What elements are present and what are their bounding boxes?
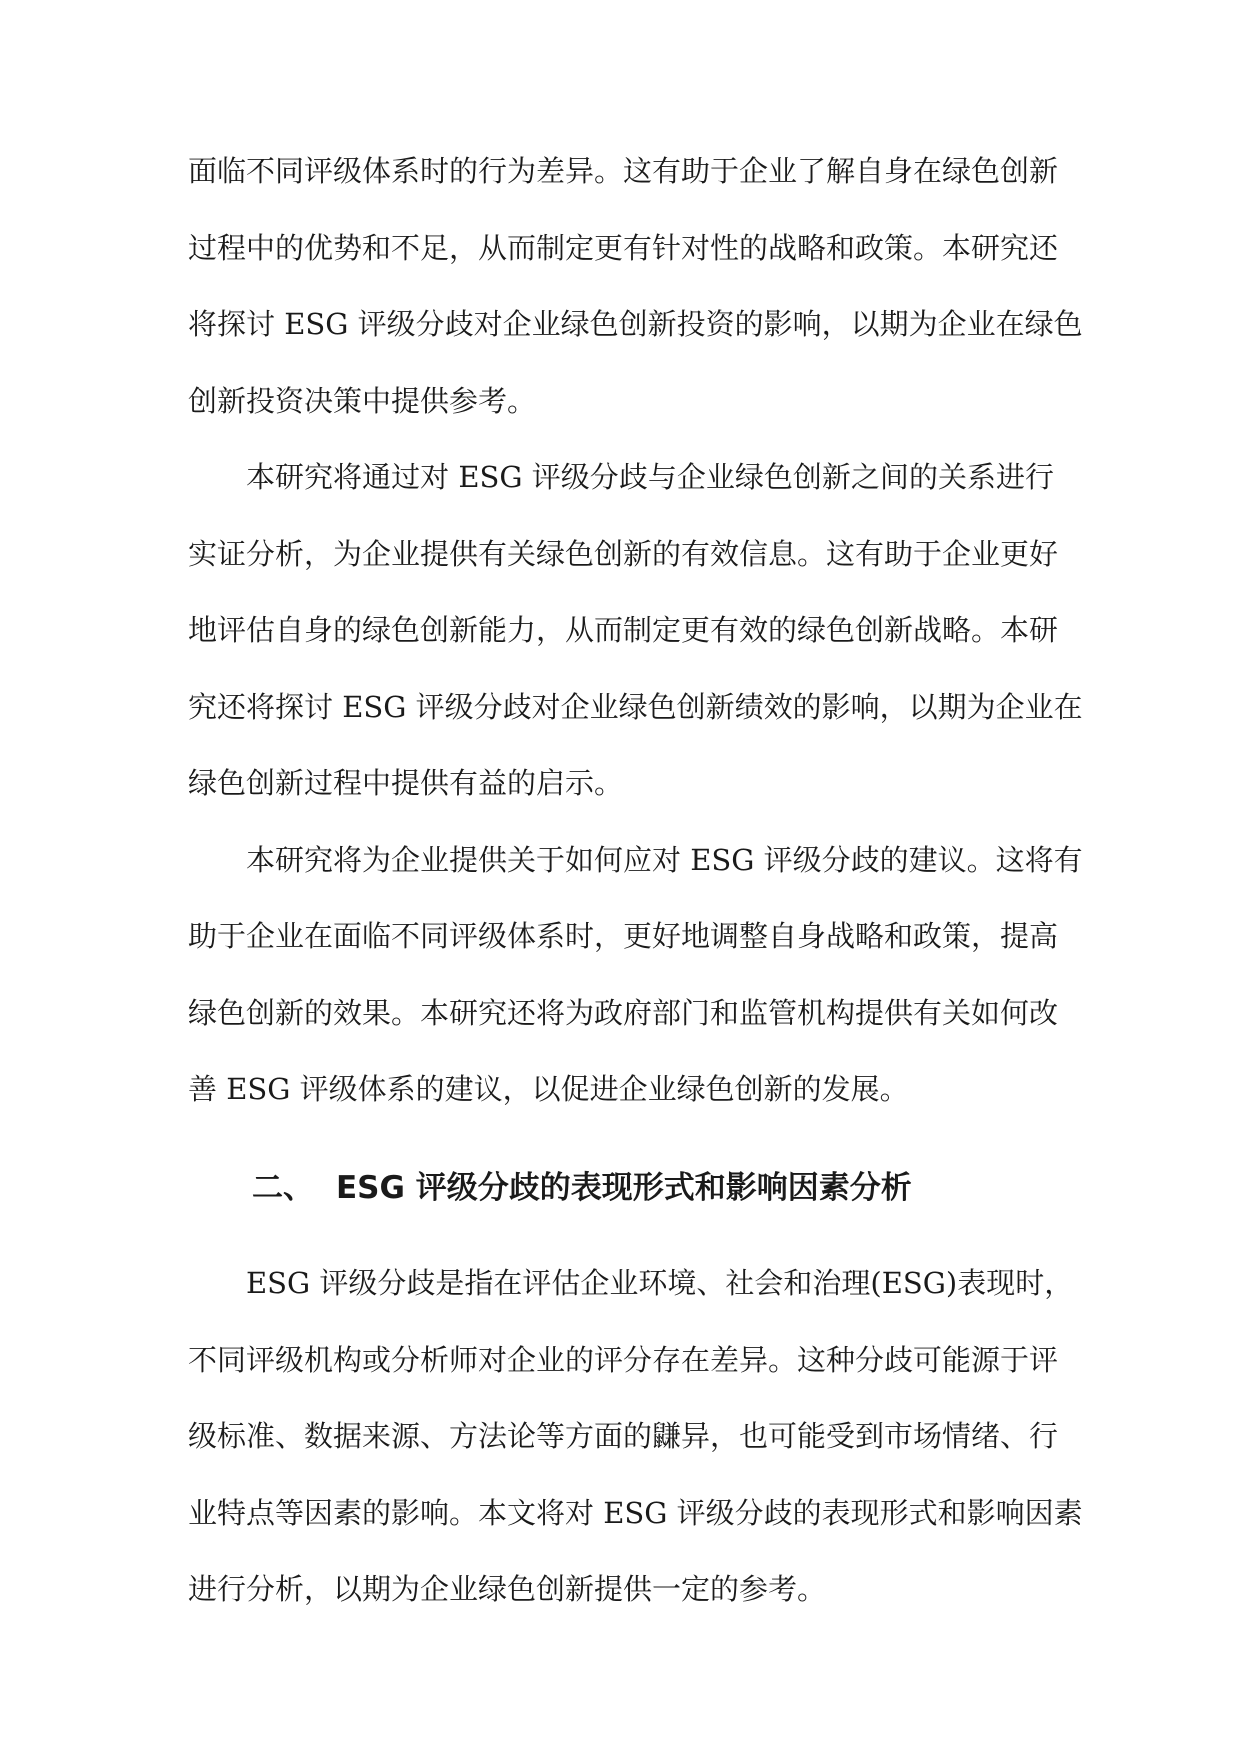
paragraph-1-line-3: 将探讨 ESG 评级分歧对企业绿色创新投资的影响，以期为企业在绿色 — [188, 307, 1083, 341]
paragraph-3-line-4: 善 ESG 评级体系的建议，以促进企业绿色创新的发展。 — [188, 1072, 909, 1106]
section-heading — [252, 1166, 912, 1210]
paragraph-3-line-1: 本研究将为企业提供关于如何应对 ESG 评级分歧的建议。这将有 — [246, 843, 1083, 877]
paragraph-2-line-4: 究还将探讨 ESG 评级分歧对企业绿色创新绩效的影响，以期为企业在 — [188, 690, 1083, 724]
paragraph-2-line-2: 实证分析，为企业提供有关绿色创新的有效信息。这有助于企业更好 — [188, 537, 1059, 571]
paragraph-1-line-2: 过程中的优势和不足，从而制定更有针对性的战略和政策。本研究还 — [188, 231, 1059, 265]
section-heading-number: 二、 — [252, 1170, 314, 1206]
paragraph-4-line-5: 进行分析，以期为企业绿色创新提供一定的参考。 — [188, 1572, 827, 1606]
paragraph-3-line-2: 助于企业在面临不同评级体系时，更好地调整自身战略和政策，提高 — [188, 919, 1059, 953]
paragraph-1-line-1: 面临不同评级体系时的行为差异。这有助于企业了解自身在绿色创新 — [188, 154, 1059, 188]
paragraph-4-line-4: 业特点等因素的影响。本文将对 ESG 评级分歧的表现形式和影响因素 — [188, 1496, 1083, 1530]
paragraph-2-line-5: 绿色创新过程中提供有益的启示。 — [188, 766, 624, 800]
paragraph-3-line-3: 绿色创新的效果。本研究还将为政府部门和监管机构提供有关如何改 — [188, 996, 1059, 1030]
paragraph-2-line-3: 地评估自身的绿色创新能力，从而制定更有效的绿色创新战略。本研 — [188, 613, 1059, 647]
section-heading-title: ESG 评级分歧的表现形式和影响因素分析 — [336, 1170, 912, 1206]
paragraph-2-line-1: 本研究将通过对 ESG 评级分歧与企业绿色创新之间的关系进行 — [246, 460, 1054, 494]
paragraph-4-line-3: 级标准、数据来源、方法论等方面的鼸异，也可能受到市场情绪、行 — [188, 1419, 1059, 1453]
paragraph-4-line-1: ESG 评级分歧是指在评估企业环境、社会和治理(ESG)表现时， — [246, 1266, 1074, 1300]
paragraph-1-line-4: 创新投资决策中提供参考。 — [188, 384, 537, 418]
paragraph-4-line-2: 不同评级机构或分析师对企业的评分存在差异。这种分歧可能源于评 — [188, 1343, 1059, 1377]
